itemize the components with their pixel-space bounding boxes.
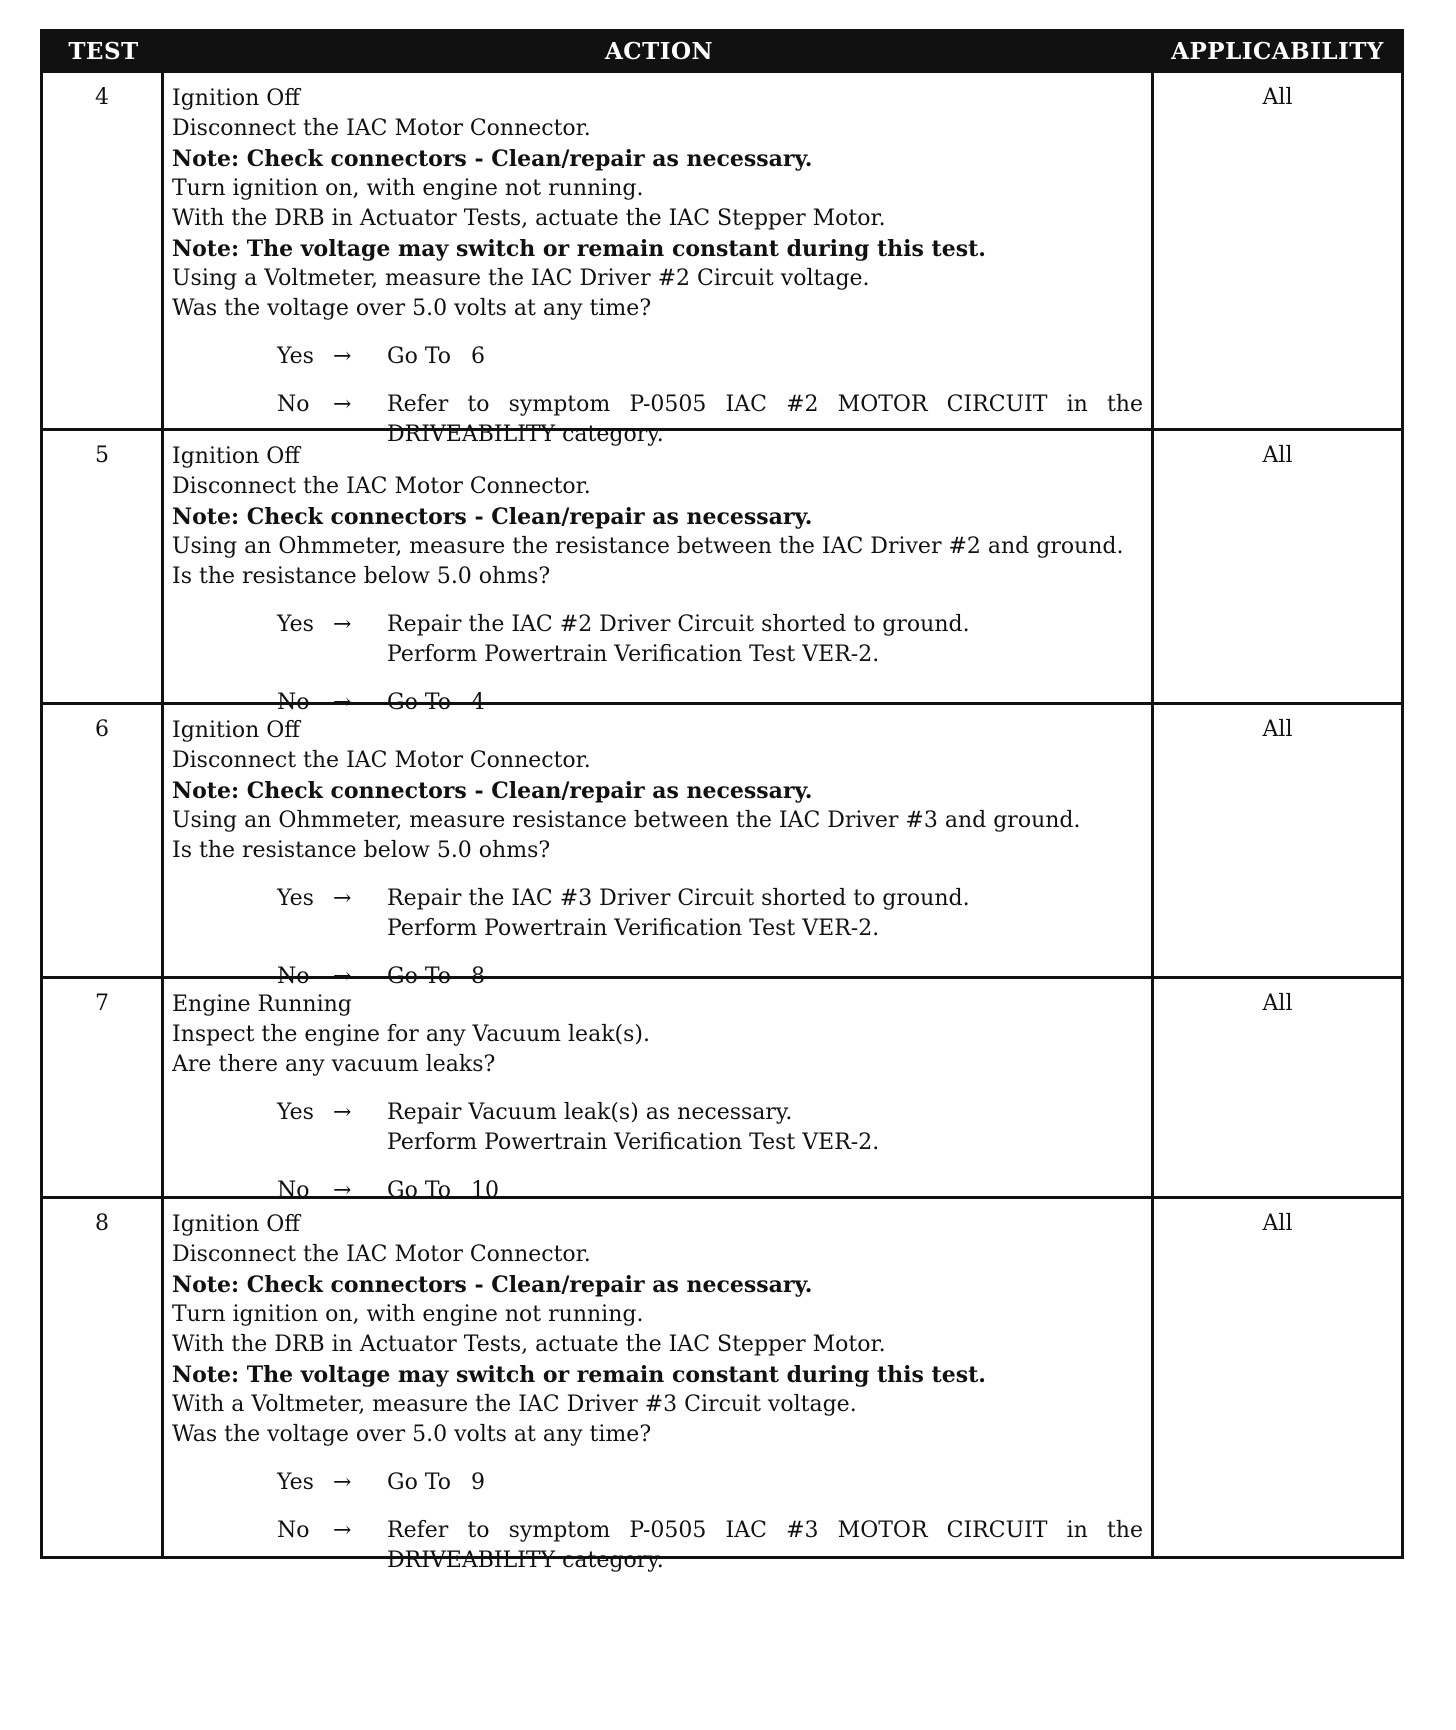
applicability-cell: All — [1262, 1211, 1293, 1236]
action-line: Disconnect the IAC Motor Connector. — [172, 1242, 591, 1267]
header-test: TEST — [68, 37, 139, 65]
goto-target: 4 — [471, 690, 486, 715]
arrow-right-icon: → — [333, 1100, 352, 1125]
applicability-cell: All — [1262, 717, 1293, 742]
yes-branch — [277, 884, 1143, 944]
yes-branch — [277, 342, 1143, 372]
action-cell — [164, 979, 1154, 1203]
no-label: No — [277, 1518, 310, 1543]
action-line: With the DRB in Actuator Tests, actuate the IAC Stepper Motor. — [172, 206, 886, 231]
table-header — [43, 32, 1401, 70]
arrow-right-icon: → — [333, 1178, 352, 1203]
applicability-cell: All — [1262, 443, 1293, 468]
no-label: No — [277, 690, 310, 715]
action-line: Are there any vacuum leaks? — [172, 1052, 496, 1077]
action-line: Is the resistance below 5.0 ohms? — [172, 564, 551, 589]
yes-result: Go To 6 — [387, 344, 486, 369]
note-line: Note: The voltage may switch or remain constant during this test. — [172, 1362, 986, 1388]
no-result: Go To 8 — [387, 964, 486, 989]
test-number: 5 — [43, 431, 164, 702]
yes-branch — [277, 1098, 1143, 1158]
note-line: Note: Check connectors - Clean/repair as necessary. — [172, 778, 813, 804]
no-label: No — [277, 392, 310, 417]
no-label: No — [277, 964, 310, 989]
arrow-right-icon: → — [333, 886, 352, 911]
note-line: Note: Check connectors - Clean/repair as necessary. — [172, 146, 813, 172]
diagnostic-test-table — [40, 29, 1404, 1573]
action-line: Ignition Off — [172, 444, 300, 469]
yes-result: Go To 9 — [387, 1470, 486, 1495]
action-line: Was the voltage over 5.0 volts at any time? — [172, 1422, 652, 1447]
yes-label: Yes — [277, 886, 314, 911]
applicability-cell: All — [1262, 85, 1293, 110]
note-line: Note: Check connectors - Clean/repair as necessary. — [172, 504, 813, 530]
yes-result: Repair the IAC #3 Driver Circuit shorted to ground. Perform Powertrain Verification Test VER-2. — [387, 886, 970, 941]
arrow-right-icon: → — [333, 392, 352, 417]
test-number: 6 — [43, 705, 164, 976]
action-cell — [164, 1199, 1154, 1573]
table-row — [43, 976, 1401, 1203]
action-line: Turn ignition on, with engine not running. — [172, 1302, 644, 1327]
yes-branch — [277, 1468, 1143, 1498]
note-line: Note: The voltage may switch or remain constant during this test. — [172, 236, 986, 262]
no-label: No — [277, 1178, 310, 1203]
yes-label: Yes — [277, 612, 314, 637]
test-number: 7 — [43, 979, 164, 1196]
action-line: Ignition Off — [172, 718, 300, 743]
yes-label: Yes — [277, 1470, 314, 1495]
note-line: Note: Check connectors - Clean/repair as necessary. — [172, 1272, 813, 1298]
header-action: ACTION — [604, 37, 714, 65]
action-line: With a Voltmeter, measure the IAC Driver #3 Circuit voltage. — [172, 1392, 857, 1417]
no-result: Refer to symptom P-0505 IAC #3 MOTOR CIRCUIT in the DRIVEABILITY category. — [387, 1518, 1143, 1573]
action-cell — [164, 431, 1154, 715]
action-line: With the DRB in Actuator Tests, actuate the IAC Stepper Motor. — [172, 1332, 886, 1357]
action-line: Ignition Off — [172, 1212, 300, 1237]
action-line: Using a Voltmeter, measure the IAC Driver #2 Circuit voltage. — [172, 266, 870, 291]
goto-target: 8 — [471, 964, 486, 989]
action-line: Ignition Off — [172, 86, 300, 111]
yes-label: Yes — [277, 1100, 314, 1125]
yes-label: Yes — [277, 344, 314, 369]
action-cell — [164, 73, 1154, 447]
no-result: Go To 4 — [387, 690, 486, 715]
action-line: Using an Ohmmeter, measure resistance between the IAC Driver #3 and ground. — [172, 808, 1081, 833]
action-line: Disconnect the IAC Motor Connector. — [172, 116, 591, 141]
action-line: Using an Ohmmeter, measure the resistance between the IAC Driver #2 and ground. — [172, 534, 1124, 559]
table-row — [43, 428, 1401, 715]
yes-result: Repair Vacuum leak(s) as necessary. Perform Powertrain Verification Test VER-2. — [387, 1100, 880, 1155]
no-branch — [277, 1516, 1143, 1576]
goto-target: 6 — [471, 344, 486, 369]
arrow-right-icon: → — [333, 1518, 352, 1543]
action-line: Engine Running — [172, 992, 352, 1017]
arrow-right-icon: → — [333, 612, 352, 637]
arrow-right-icon: → — [333, 344, 352, 369]
table-row — [43, 1196, 1401, 1573]
action-line: Disconnect the IAC Motor Connector. — [172, 748, 591, 773]
action-line: Disconnect the IAC Motor Connector. — [172, 474, 591, 499]
action-cell — [164, 705, 1154, 989]
no-result: Refer to symptom P-0505 IAC #2 MOTOR CIRCUIT in the DRIVEABILITY category. — [387, 392, 1143, 447]
table-row — [43, 70, 1401, 447]
arrow-right-icon: → — [333, 690, 352, 715]
arrow-right-icon: → — [333, 1470, 352, 1495]
no-result: Go To 10 — [387, 1178, 500, 1203]
test-number: 8 — [43, 1199, 164, 1556]
test-number: 4 — [43, 73, 164, 428]
table-row — [43, 702, 1401, 989]
yes-branch — [277, 610, 1143, 670]
action-line: Was the voltage over 5.0 volts at any time? — [172, 296, 652, 321]
action-line: Is the resistance below 5.0 ohms? — [172, 838, 551, 863]
action-line: Turn ignition on, with engine not running. — [172, 176, 644, 201]
action-line: Inspect the engine for any Vacuum leak(s). — [172, 1022, 650, 1047]
goto-target: 9 — [471, 1470, 486, 1495]
goto-target: 10 — [471, 1178, 500, 1203]
yes-result: Repair the IAC #2 Driver Circuit shorted to ground. Perform Powertrain Verification Test VER-2. — [387, 612, 970, 667]
arrow-right-icon: → — [333, 964, 352, 989]
header-applicability: APPLICABILITY — [1171, 37, 1384, 65]
applicability-cell: All — [1262, 991, 1293, 1016]
